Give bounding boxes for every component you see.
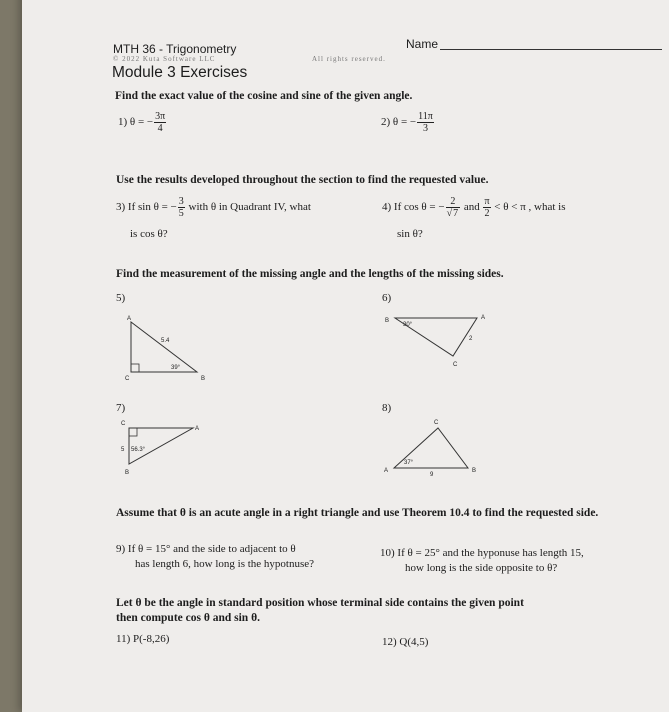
side-length-label: 9 bbox=[430, 472, 434, 478]
vertex-a-label: A bbox=[481, 315, 486, 321]
problem-10-line2: how long is the side opposite to θ? bbox=[405, 562, 558, 574]
copyright-notice: © 2022 Kuta Software LLC bbox=[113, 55, 216, 63]
vertex-a-label: A bbox=[384, 468, 389, 474]
problem-9: 9) If θ = 15° and the side to adjacent to θ bbox=[116, 543, 296, 555]
problem-11: 11) P(-8,26) bbox=[116, 633, 170, 645]
section-heading: Find the exact value of the cosine and sine of the given angle. bbox=[115, 90, 413, 102]
side-length-label: 5 bbox=[121, 447, 125, 453]
section-heading: Use the results developed throughout the section to find the requested value. bbox=[116, 174, 489, 186]
section-heading: Find the measurement of the missing angle and the lengths of the missing sides. bbox=[116, 268, 504, 280]
triangle-7 bbox=[117, 414, 227, 484]
problem-9-line2: has length 6, how long is the hypotnuse? bbox=[135, 558, 315, 570]
triangle-8 bbox=[372, 412, 502, 482]
section-heading: Assume that θ is an acute angle in a right triangle and use Theorem 10.4 to find the requested side. bbox=[116, 507, 599, 519]
side-length-label: 2 bbox=[469, 336, 473, 342]
angle-label: 39° bbox=[171, 365, 181, 371]
page-title: Module 3 Exercises bbox=[112, 64, 248, 81]
triangle-5 bbox=[117, 312, 227, 382]
problem-6-number: 6) bbox=[382, 292, 392, 304]
problem-8-number: 8) bbox=[382, 402, 392, 414]
angle-label: 37° bbox=[404, 460, 414, 466]
vertex-b-label: B bbox=[201, 376, 206, 382]
problem-4-line2: sin θ? bbox=[397, 228, 423, 240]
name-label: Name bbox=[406, 37, 439, 51]
angle-label: 56.3° bbox=[131, 447, 146, 453]
rights-notice: All rights reserved. bbox=[312, 55, 386, 63]
side-length-label: 5.4 bbox=[161, 338, 170, 344]
section-heading: Let θ be the angle in standard position whose terminal side contains the given point then compute cos θ and sin θ. bbox=[116, 597, 524, 624]
problem-3: 3) If sin θ = − $\frac{3}{5}$ with θ in Quadrant IV, what bbox=[116, 196, 311, 219]
vertex-b-label: B bbox=[472, 468, 477, 474]
angle-label: 30° bbox=[403, 322, 413, 328]
problem-5-number: 5) bbox=[116, 292, 126, 304]
vertex-c-label: C bbox=[453, 362, 458, 368]
worksheet-page bbox=[22, 0, 669, 712]
vertex-a-label: A bbox=[127, 316, 132, 322]
vertex-c-label: C bbox=[121, 421, 126, 427]
vertex-c-label: C bbox=[434, 420, 439, 426]
problem-7-number: 7) bbox=[116, 402, 126, 414]
problem-12: 12) Q(4,5) bbox=[382, 636, 429, 648]
problem-10: 10) If θ = 25° and the hyponuse has length 15, bbox=[380, 547, 584, 559]
vertex-b-label: B bbox=[125, 470, 130, 476]
course-title: MTH 36 - Trigonometry bbox=[113, 42, 237, 56]
problem-4: 4) If cos θ = − $\frac{2}{√7}$ and $\frac{\pi}{2}$ < θ < π , what is bbox=[382, 196, 566, 219]
triangle-6 bbox=[377, 310, 507, 370]
vertex-b-label: B bbox=[385, 318, 390, 324]
vertex-a-label: A bbox=[195, 426, 200, 432]
vertex-c-label: C bbox=[125, 376, 130, 382]
problem-3-line2: is cos θ? bbox=[130, 228, 168, 240]
problem-1: 1) θ = − $\frac{3\pi}{4}$ bbox=[118, 111, 166, 134]
problem-2: 2) θ = − $\frac{11\pi}{3}$ bbox=[381, 111, 433, 134]
name-line[interactable] bbox=[440, 49, 662, 50]
